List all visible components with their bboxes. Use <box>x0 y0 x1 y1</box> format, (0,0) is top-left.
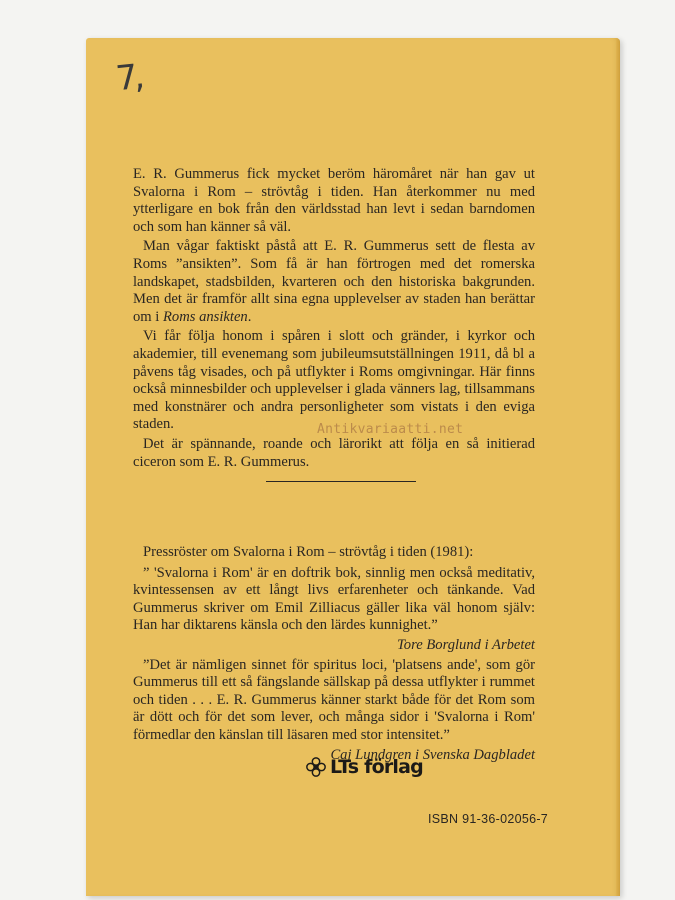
reviews-heading: Pressröster om Svalorna i Rom – strövtåg i tiden (1981): <box>143 544 474 560</box>
blurb-paragraph-2-text: Man vågar faktiskt påstå att E. R. Gummerus sett de flesta av Roms ”ansikten”. Som få är han förtrogen med det romerska landskapet, stadsbilden, kvarteren och den historiska bakgrunden. Men det är framför allt sina egna upplevelser av staden han berättar om i <box>133 238 535 325</box>
blurb-paragraph-2 <box>133 238 535 326</box>
review-quote-1: ” 'Svalorna i Rom' är en doftrik bok, sinnlig men också meditativ, kvintessensen av ett långt livs erfarenheter och tänkande. Vad Gummerus skriver om Emil Zilliacus gäller lika väl honom själv: Han har diktarens känsla och den lärdes kunnighet.” <box>133 564 535 634</box>
press-reviews <box>133 544 535 766</box>
isbn-number: ISBN 91-36-02056-7 <box>428 812 549 826</box>
review-quote-2: ”Det är nämligen sinnet för spiritus loci, 'platsens ande', som gör Gummerus till ett så fängslande sällskap på dessa utflykter i rummet och tiden . . . E. R. Gummerus känner starkt både för det Rom som är dött och för det som lever, och många sidor i 'Svalorna i Rom' förmedlar den känslan till läsaren med stor intensitet.” <box>133 656 535 743</box>
blurb-paragraph-1: E. R. Gummerus fick mycket beröm häromåret när han gav ut Svalorna i Rom – strövtåg i tiden. Han återkommer nu med ytterligare en bok från den världsstad han levt i sedan barndomen och som han känner så väl. <box>133 166 535 235</box>
blurb-paragraph-2-end: . <box>247 308 252 325</box>
divider-rule <box>266 481 416 482</box>
handwritten-mark: 7, <box>113 56 143 100</box>
blurb-paragraph-4: Det är spännande, roande och lärorikt att följa en så initierad ciceron som E. R. Gummerus. <box>133 435 535 470</box>
publisher-name: LTs förlag <box>330 756 423 778</box>
publisher-logo <box>305 756 423 778</box>
watermark: Antikvariaatti.net <box>317 422 464 437</box>
book-title-italic: Roms ansikten <box>163 308 248 325</box>
review-attribution-2: Caj Lundgren i Svenska Dagbladet <box>330 746 535 763</box>
lts-flower-logo-icon <box>305 756 327 778</box>
review-attribution-1: Tore Borglund i Arbetet <box>397 636 535 653</box>
blurb-paragraph-3: Vi får följa honom i spåren i slott och gränder, i kyrkor och akademier, till evenemang som jubileumsutställningen 1911, då bl a påvens tåg visades, och på utflykter i Roms omgivningar. Här finns också minnesbilder och upplevelser i glada vänners lag, tillsammans med konstnärer och andra personligheter som vistats i den eviga staden. <box>133 328 535 433</box>
